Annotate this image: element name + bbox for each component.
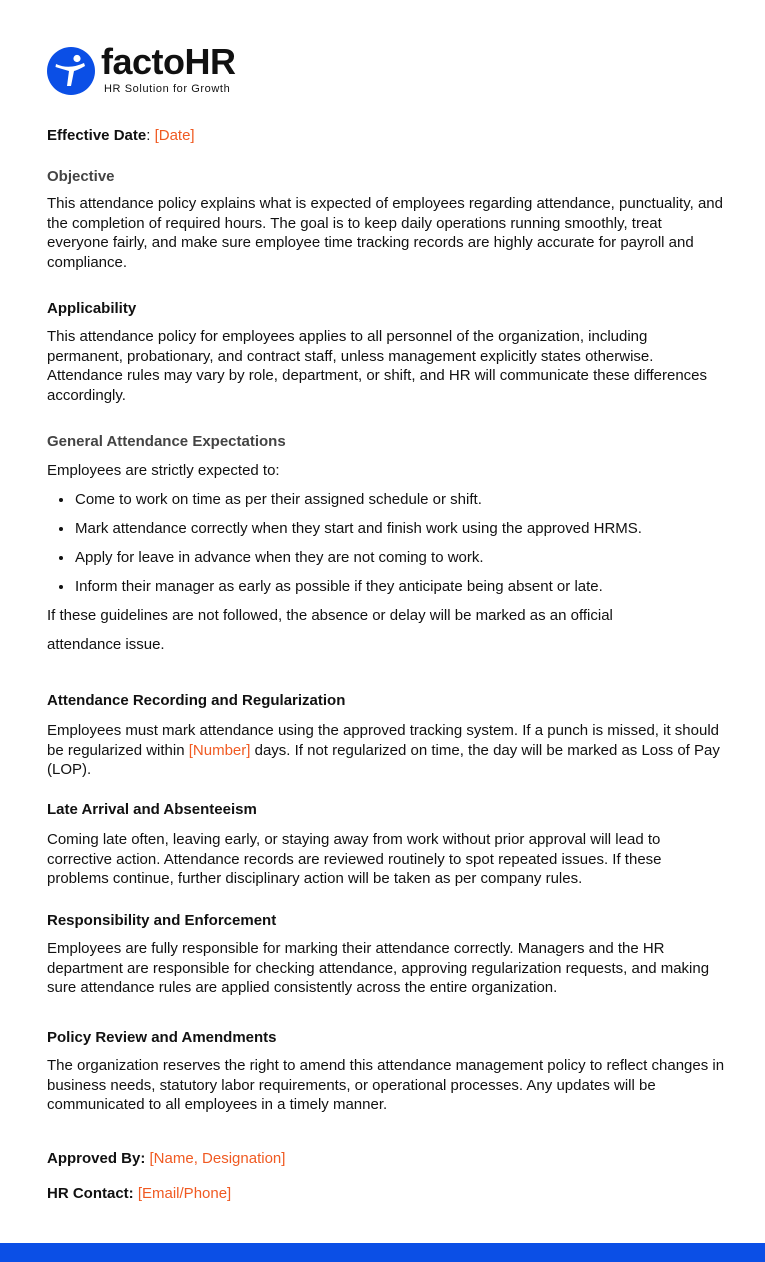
list-item: Mark attendance correctly when they start and finish work using the approved HRMS.: [75, 520, 642, 537]
applicability-heading: Applicability: [47, 300, 137, 317]
factohr-logo: [47, 41, 247, 97]
hr-contact-value: [Email/Phone]: [137, 1185, 232, 1202]
expectations-heading: General Attendance Expectations: [47, 433, 286, 450]
days-placeholder: [Number]: [188, 741, 251, 759]
late-heading: Late Arrival and Absenteeism: [47, 801, 257, 818]
approved-by-label: Approved By:: [47, 1150, 146, 1167]
list-item: Apply for leave in advance when they are not coming to work.: [75, 549, 484, 566]
footer-bar: [0, 1243, 765, 1262]
list-item: Inform their manager as early as possible if they anticipate being absent or late.: [75, 578, 603, 595]
effective-date-line: [47, 126, 195, 146]
objective-body: This attendance policy explains what is expected of employees regarding attendance, punctuality, and the completion of required hours. The goal is to keep daily operations running smoothly, treat everyone fairly, and make sure employee time tracking records are highly accurate for payroll and compliance.: [47, 195, 723, 271]
effective-date-separator: :: [146, 127, 155, 144]
approved-by-line: [47, 1149, 285, 1169]
person-figure-icon: [47, 47, 95, 95]
list-item: Come to work on time as per their assigned schedule or shift.: [75, 491, 482, 508]
approved-by-value: [Name, Designation]: [149, 1150, 286, 1167]
expectations-outro-line-1: If these guidelines are not followed, the absence or delay will be marked as an official: [47, 607, 613, 624]
recording-body: [47, 721, 727, 780]
late-body: Coming late often, leaving early, or staying away from work without prior approval will lead to corrective action. Attendance records are reviewed routinely to spot repeated issues. If these problems continue, further disciplinary action will be taken as per company rules.: [47, 831, 662, 887]
effective-date-value: [Date]: [154, 127, 195, 144]
brand-tagline: HR Solution for Growth: [104, 83, 231, 95]
hr-contact-label: HR Contact:: [47, 1185, 134, 1202]
responsibility-body: Employees are fully responsible for marking their attendance correctly. Managers and the HR department are responsible for checking attendance, approving regularization requests, and making sure attendance rules are applied consistently across the entire organization.: [47, 940, 710, 996]
recording-body-start: Employees must mark attendance using the approved tracking system. If a punch is missed, it should be regularized within: [47, 722, 719, 759]
expectations-outro-line-2: attendance issue.: [47, 636, 165, 653]
recording-heading: Attendance Recording and Regularization: [47, 692, 346, 709]
brand-name: factoHR: [101, 41, 236, 82]
expectations-intro: Employees are strictly expected to:: [47, 462, 280, 479]
review-heading: Policy Review and Amendments: [47, 1029, 277, 1046]
review-body: The organization reserves the right to amend this attendance management policy to reflect changes in business needs, statutory labor requirements, or operational processes. Any updates will be communicated to all employees in a timely manner.: [47, 1057, 725, 1113]
recording-body-end: days. If not regularized on time, the day will be marked as Loss of Pay (LOP).: [47, 741, 720, 778]
responsibility-heading: Responsibility and Enforcement: [47, 912, 277, 929]
hr-contact-line: [47, 1184, 231, 1204]
applicability-body: This attendance policy for employees applies to all personnel of the organization, including permanent, probationary, and contract staff, unless management explicitly states otherwise. Attendance rules may vary by role, department, or shift, and HR will communicate these differences accordingly.: [47, 328, 708, 404]
effective-date-label: Effective Date: [47, 127, 147, 144]
objective-heading: Objective: [47, 168, 115, 185]
